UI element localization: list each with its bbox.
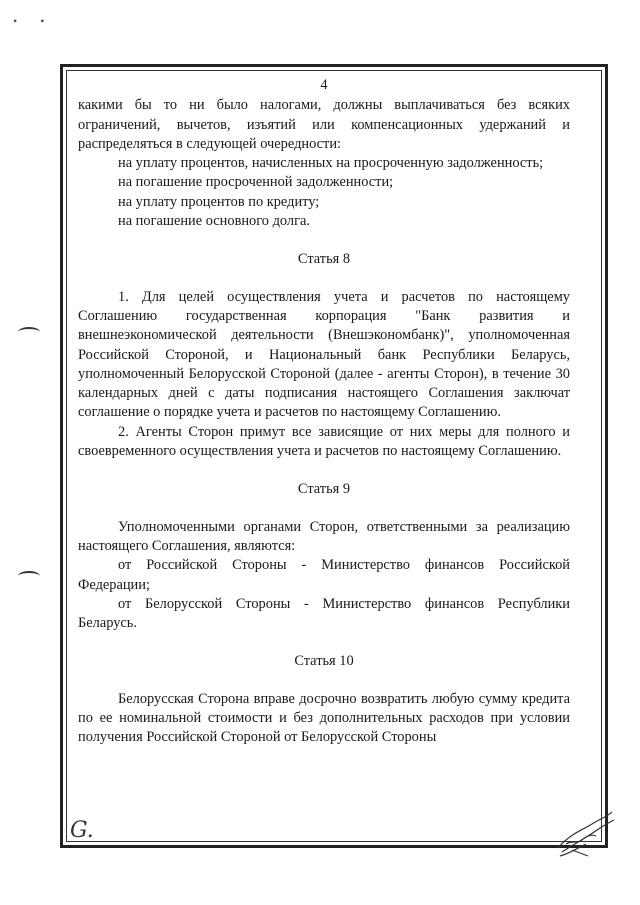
article-heading: Статья 8: [297, 251, 351, 268]
document-body: [78, 76, 570, 748]
article-heading: Статья 10: [294, 653, 354, 670]
article-paragraph: Белорусская Сторона вправе досрочно возвратить любую сумму кредита по ее номинальной стоимости и без дополнительных расходов при условии получения Российской Стороной от Белорусской Стороны: [78, 690, 570, 746]
page-number: 4: [320, 77, 328, 93]
article-paragraph: 2. Агенты Сторон примут все зависящие от них меры для полного и своевременного осуществления учета и расчетов по настоящему Соглашению.: [78, 423, 570, 460]
intro-paragraph: ограничений, вычетов, изъятий или компенсационных удержаний и распределяться в следующей очередности:: [78, 116, 570, 152]
list-item: от Российской Стороны - Министерство финансов Российской Федерации;: [78, 557, 570, 593]
list-item: на погашение основного долга.: [118, 213, 310, 230]
scan-margin-mark: [18, 327, 40, 337]
list-item: на уплату процентов по кредиту;: [118, 193, 320, 210]
list-item: на погашение просроченной задолженности;: [118, 174, 394, 191]
article-heading: Статья 9: [297, 481, 351, 498]
article-paragraph: 1. Для целей осуществления учета и расчетов по настоящему Соглашению государственная корпорация "Банк развития и внешнеэкономической деятельности (Внешэкономбанк)", уполномоченная Российской Стороной, и Национальный банк Республики Беларусь, уполномоченный Белорусской Стороной (далее - агенты Сторон), в течение 30 календарных дней с даты подписания настоящего Соглашения заключат соглашение о порядке учета и расчетов по настоящему Соглашению.: [78, 288, 570, 421]
scan-margin-mark: [18, 571, 40, 581]
article-paragraph: Уполномоченными органами Сторон, ответственными за реализацию настоящего Соглашения, являются:: [78, 518, 570, 554]
list-item: от Белорусской Стороны - Министерство финансов Республики Беларусь.: [78, 595, 570, 632]
list-item: на уплату процентов, начисленных на просроченную задолженность;: [118, 155, 544, 172]
scan-mark-top: • •: [13, 14, 55, 28]
intro-line: какими бы то ни было налогами, должны выплачиваться без всяких: [78, 97, 570, 114]
signature-icon: [552, 804, 622, 864]
initials-mark: G.: [70, 818, 94, 843]
